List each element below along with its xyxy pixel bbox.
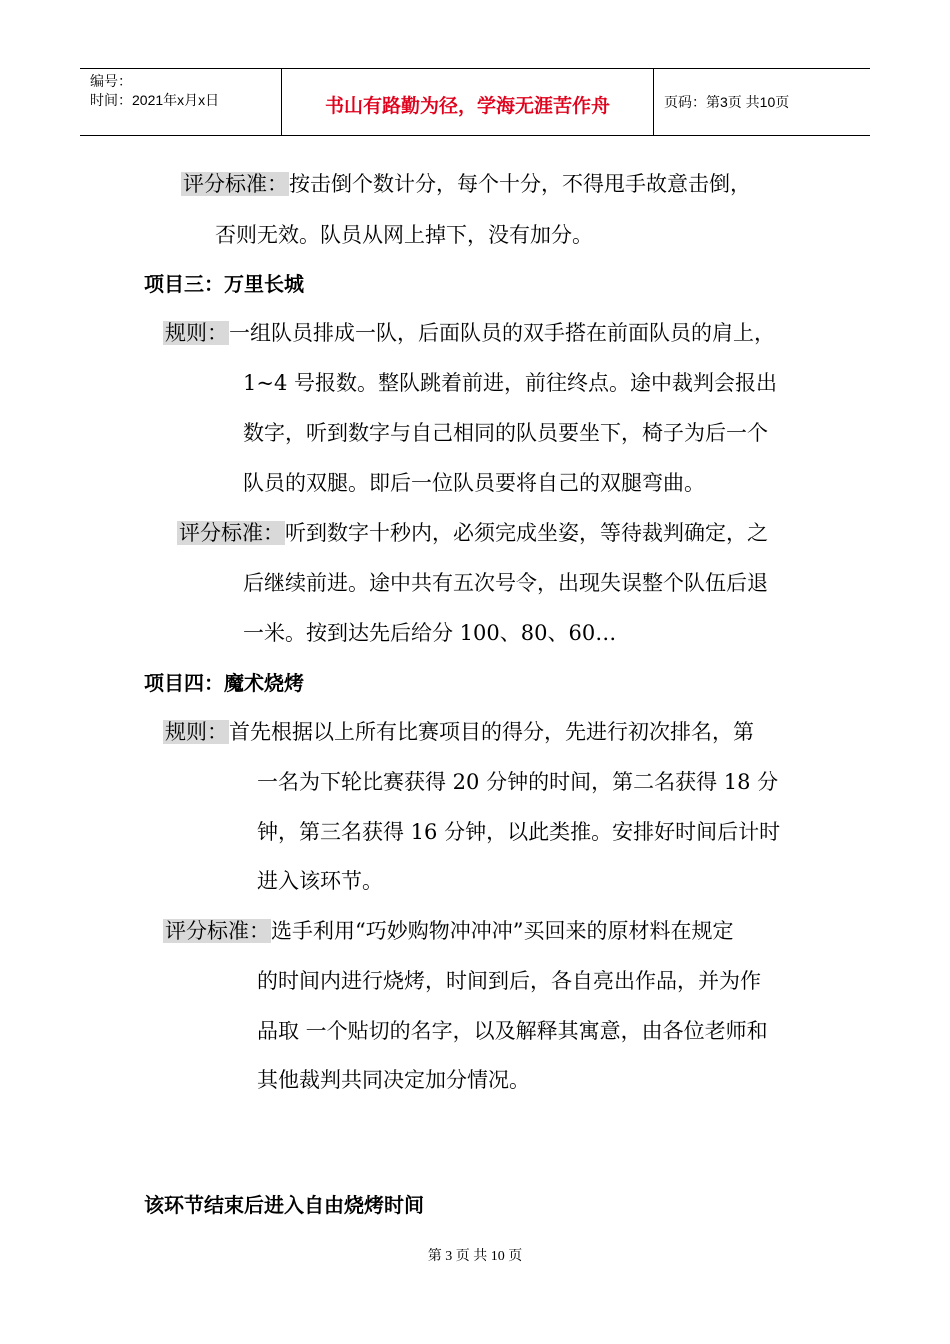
score-text: 听到数字十秒内，必须完成坐姿，等待裁判确定，之 bbox=[285, 521, 768, 545]
page-footer: 第 3 页 共 10 页 bbox=[427, 1249, 523, 1264]
score-label: 评分标准： bbox=[165, 919, 270, 943]
rule-continuation: 进入该环节。 bbox=[257, 869, 383, 893]
rule-continuation: 钟，第三名获得 16 分钟，以此类推。安排好时间后计时 bbox=[257, 820, 781, 844]
rule-text: 一组队员排成一队，后面队员的双手搭在前面队员的肩上， bbox=[229, 321, 775, 345]
rule-line bbox=[163, 319, 775, 347]
rule-continuation: 1~4 号报数。整队跳着前进，前往终点。途中裁判会报出 bbox=[243, 371, 777, 395]
score-line bbox=[163, 917, 733, 945]
score-continuation: 其他裁判共同决定加分情况。 bbox=[257, 1068, 530, 1092]
rule-continuation: 数字，听到数字与自己相同的队员要坐下，椅子为后一个 bbox=[243, 421, 768, 445]
document-time: 时间：2021年x月x日 bbox=[90, 92, 220, 108]
rule-text: 首先根据以上所有比赛项目的得分，先进行初次排名，第 bbox=[229, 720, 754, 744]
score-line bbox=[181, 170, 751, 198]
header-page-info: 页码：第3页 共10页 bbox=[664, 94, 790, 110]
rule-label: 规则： bbox=[165, 321, 228, 345]
score-continuation: 后继续前进。途中共有五次号令，出现失误整个队伍后退 bbox=[243, 571, 768, 595]
document-number: 编号： bbox=[90, 73, 132, 89]
rule-line bbox=[163, 718, 754, 746]
rule-continuation: 队员的双腿。即后一位队员要将自己的双腿弯曲。 bbox=[243, 471, 705, 495]
header-meta bbox=[80, 69, 282, 135]
rule-label: 规则： bbox=[165, 720, 228, 744]
section-heading: 项目三：万里长城 bbox=[144, 272, 304, 296]
page-header bbox=[80, 68, 870, 136]
rule-continuation: 一名为下轮比赛获得 20 分钟的时间，第二名获得 18 分 bbox=[257, 770, 779, 794]
section-heading: 项目四：魔术烧烤 bbox=[144, 671, 304, 695]
closing-text: 该环节结束后进入自由烧烤时间 bbox=[144, 1193, 424, 1217]
score-label: 评分标准： bbox=[183, 172, 288, 196]
score-text: 按击倒个数计分，每个十分，不得甩手故意击倒， bbox=[289, 172, 751, 196]
score-text: 选手利用“巧妙购物冲冲冲”买回来的原材料在规定 bbox=[271, 919, 734, 943]
score-continuation: 一米。按到达先后给分 100、80、60… bbox=[243, 621, 617, 645]
score-continuation: 否则无效。队员从网上掉下，没有加分。 bbox=[215, 223, 593, 247]
score-label: 评分标准： bbox=[179, 521, 284, 545]
score-continuation: 的时间内进行烧烤，时间到后，各自亮出作品，并为作 bbox=[257, 969, 761, 993]
score-line bbox=[177, 519, 768, 547]
header-motto: 书山有路勤为径，学海无涯苦作舟 bbox=[282, 69, 654, 135]
score-continuation: 品取 一个贴切的名字，以及解释其寓意，由各位老师和 bbox=[257, 1019, 768, 1043]
